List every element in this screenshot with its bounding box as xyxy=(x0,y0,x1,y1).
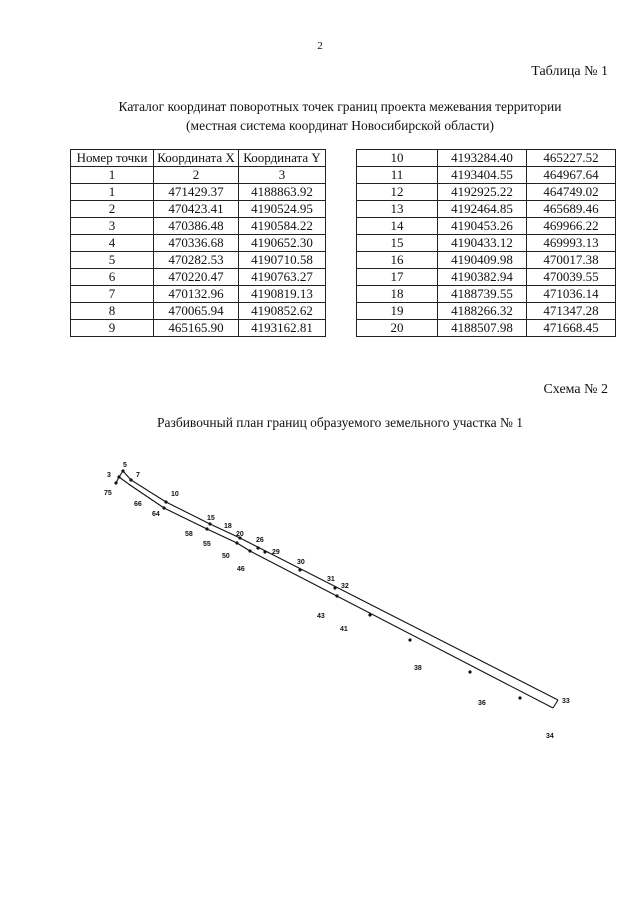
table-cell: 9 xyxy=(71,320,154,337)
table-cell: 2 xyxy=(71,201,154,218)
table-label: Таблица № 1 xyxy=(531,64,608,79)
catalog-title xyxy=(0,97,640,135)
table-cell: 470039.55 xyxy=(527,269,616,286)
coordinates-table-right xyxy=(356,149,616,337)
table-cell: 471036.14 xyxy=(527,286,616,303)
table-index-row xyxy=(71,167,326,184)
table-row xyxy=(357,286,616,303)
point-label: 26 xyxy=(256,537,264,544)
point-label: 64 xyxy=(152,511,160,518)
table-cell: 470336.68 xyxy=(154,235,239,252)
table-row xyxy=(357,320,616,337)
point-label: 38 xyxy=(414,665,422,672)
point-label: 43 xyxy=(317,613,325,620)
table-cell: 3 xyxy=(71,218,154,235)
table-cell: 4 xyxy=(71,235,154,252)
table-row xyxy=(357,269,616,286)
table-cell: 470132.96 xyxy=(154,286,239,303)
table-row xyxy=(357,235,616,252)
point-label: 33 xyxy=(562,698,570,705)
table-cell: 4190382.94 xyxy=(438,269,527,286)
point-label: 30 xyxy=(297,559,305,566)
boundary-point xyxy=(256,546,259,549)
table-cell: 15 xyxy=(357,235,438,252)
index-cell: 3 xyxy=(239,167,326,184)
table-row xyxy=(357,218,616,235)
table-cell: 13 xyxy=(357,201,438,218)
catalog-title-line2: (местная система координат Новосибирской области) xyxy=(186,118,494,133)
table-cell: 1 xyxy=(71,184,154,201)
table-cell: 469966.22 xyxy=(527,218,616,235)
boundary-point xyxy=(129,478,132,481)
table-header-row xyxy=(71,150,326,167)
table-row xyxy=(71,320,326,337)
boundary-point xyxy=(235,541,238,544)
table-cell: 16 xyxy=(357,252,438,269)
table-cell: 470065.94 xyxy=(154,303,239,320)
table-row xyxy=(357,303,616,320)
boundary-point xyxy=(114,481,117,484)
boundary-point xyxy=(162,506,165,509)
table-cell: 471347.28 xyxy=(527,303,616,320)
scheme-label: Схема № 2 xyxy=(543,382,608,397)
table-cell: 20 xyxy=(357,320,438,337)
point-label: 7 xyxy=(136,472,140,479)
boundary-point xyxy=(335,594,338,597)
table-cell: 4193284.40 xyxy=(438,150,527,167)
table-cell: 14 xyxy=(357,218,438,235)
table-cell: 470423.41 xyxy=(154,201,239,218)
table-cell: 8 xyxy=(71,303,154,320)
table-cell: 4190710.58 xyxy=(239,252,326,269)
table-cell: 471429.37 xyxy=(154,184,239,201)
point-label: 10 xyxy=(171,491,179,498)
boundary-point xyxy=(468,670,471,673)
catalog-title-line1: Каталог координат поворотных точек границ проекта межевания территории xyxy=(118,99,562,114)
boundary-point xyxy=(408,638,411,641)
table-cell: 470282.53 xyxy=(154,252,239,269)
boundary-point xyxy=(518,696,521,699)
table-cell: 6 xyxy=(71,269,154,286)
table-cell: 10 xyxy=(357,150,438,167)
point-label: 32 xyxy=(341,583,349,590)
table-row xyxy=(71,201,326,218)
plan-title: Разбивочный план границ образуемого земельного участка № 1 xyxy=(157,415,523,430)
table-cell: 470017.38 xyxy=(527,252,616,269)
boundary-point xyxy=(263,550,266,553)
table-cell: 18 xyxy=(357,286,438,303)
table-cell: 4188863.92 xyxy=(239,184,326,201)
table-row xyxy=(357,167,616,184)
point-label: 50 xyxy=(222,553,230,560)
point-label: 55 xyxy=(203,541,211,548)
table-row xyxy=(71,286,326,303)
table-cell: 4192464.85 xyxy=(438,201,527,218)
table-cell: 4190584.22 xyxy=(239,218,326,235)
boundary-point xyxy=(164,500,167,503)
point-label: 36 xyxy=(478,700,486,707)
point-label: 66 xyxy=(134,501,142,508)
page-number: 2 xyxy=(317,40,323,52)
table-row xyxy=(71,235,326,252)
table-cell: 4190819.13 xyxy=(239,286,326,303)
table-cell: 12 xyxy=(357,184,438,201)
table-cell: 4193404.55 xyxy=(438,167,527,184)
point-label: 34 xyxy=(546,733,554,740)
coordinates-table-left xyxy=(70,149,326,337)
table-cell: 465165.90 xyxy=(154,320,239,337)
table-cell: 464967.64 xyxy=(527,167,616,184)
boundary-point xyxy=(208,522,211,525)
table-cell: 7 xyxy=(71,286,154,303)
table-row xyxy=(357,252,616,269)
boundary-point xyxy=(298,568,301,571)
point-label: 46 xyxy=(237,566,245,573)
table-row xyxy=(71,218,326,235)
table-cell: 4190763.27 xyxy=(239,269,326,286)
table-cell: 4190652.30 xyxy=(239,235,326,252)
boundary-plan-drawing xyxy=(0,440,640,760)
index-cell: 1 xyxy=(71,167,154,184)
table-cell: 4193162.81 xyxy=(239,320,326,337)
boundary-point xyxy=(121,469,124,472)
table-row xyxy=(357,150,616,167)
header-cell: Номер точки xyxy=(71,150,154,167)
table-row xyxy=(71,269,326,286)
table-row xyxy=(71,184,326,201)
table-cell: 4190433.12 xyxy=(438,235,527,252)
table-cell: 471668.45 xyxy=(527,320,616,337)
table-cell: 4190852.62 xyxy=(239,303,326,320)
boundary-point xyxy=(248,549,251,552)
table-cell: 4190453.26 xyxy=(438,218,527,235)
table-cell: 5 xyxy=(71,252,154,269)
table-row xyxy=(71,252,326,269)
point-label: 29 xyxy=(272,549,280,556)
table-row xyxy=(357,184,616,201)
table-cell: 464749.02 xyxy=(527,184,616,201)
boundary-point xyxy=(333,586,336,589)
point-label: 5 xyxy=(123,462,127,469)
table-cell: 4190409.98 xyxy=(438,252,527,269)
table-cell: 465689.46 xyxy=(527,201,616,218)
header-cell: Координата Y xyxy=(239,150,326,167)
point-label: 20 xyxy=(236,531,244,538)
boundary-point xyxy=(205,527,208,530)
point-label: 15 xyxy=(207,515,215,522)
point-label: 3 xyxy=(107,472,111,479)
table-row xyxy=(357,201,616,218)
table-cell: 4190524.95 xyxy=(239,201,326,218)
boundary-point xyxy=(368,613,371,616)
table-cell: 4192925.22 xyxy=(438,184,527,201)
table-cell: 4188739.55 xyxy=(438,286,527,303)
table-cell: 4188266.32 xyxy=(438,303,527,320)
table-cell: 11 xyxy=(357,167,438,184)
boundary-end-segment xyxy=(553,700,558,708)
index-cell: 2 xyxy=(154,167,239,184)
point-label: 41 xyxy=(340,626,348,633)
table-cell: 470220.47 xyxy=(154,269,239,286)
point-label: 58 xyxy=(185,531,193,538)
table-row xyxy=(71,303,326,320)
table-cell: 469993.13 xyxy=(527,235,616,252)
table-cell: 465227.52 xyxy=(527,150,616,167)
table-cell: 4188507.98 xyxy=(438,320,527,337)
table-cell: 470386.48 xyxy=(154,218,239,235)
table-cell: 19 xyxy=(357,303,438,320)
point-label: 18 xyxy=(224,523,232,530)
table-cell: 17 xyxy=(357,269,438,286)
header-cell: Координата X xyxy=(154,150,239,167)
point-label: 75 xyxy=(104,490,112,497)
boundary-point xyxy=(117,475,120,478)
point-label: 31 xyxy=(327,576,335,583)
